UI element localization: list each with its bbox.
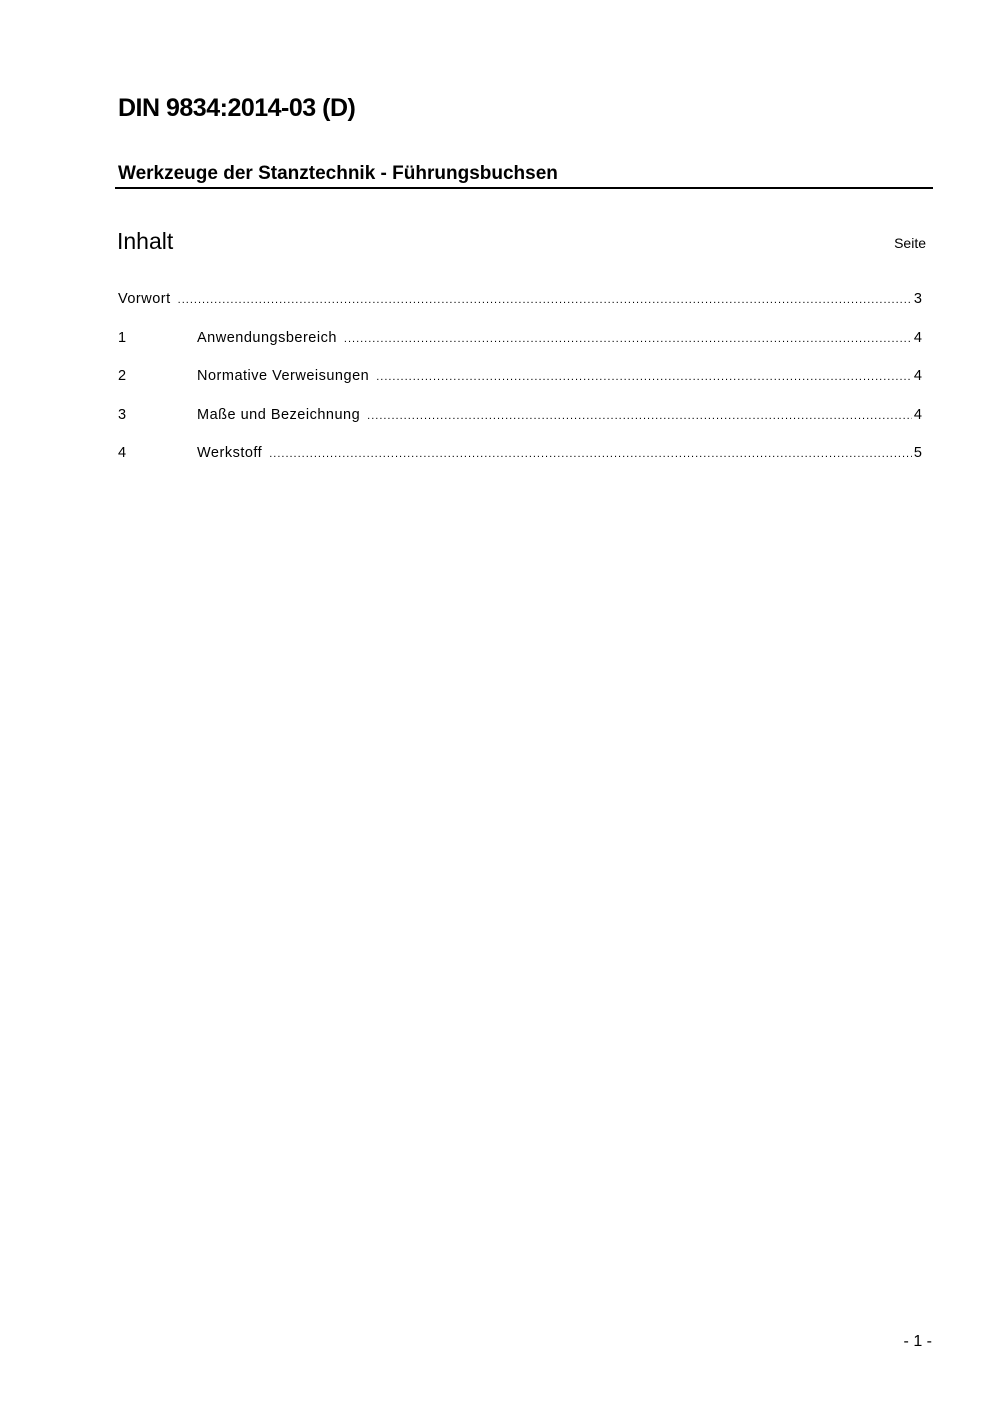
toc-entry-normative-verweisungen[interactable] xyxy=(118,368,922,407)
toc-entry-number: 2 xyxy=(118,368,127,384)
toc-entry-title: Maße und Bezeichnung xyxy=(197,406,361,423)
toc-entry-page: 4 xyxy=(913,368,922,384)
toc-entry-number: 3 xyxy=(118,406,127,423)
page-number: - 1 - xyxy=(903,1333,932,1350)
toc-dot-leader xyxy=(269,448,912,460)
toc-entry-number: 1 xyxy=(118,329,127,346)
toc-entry-title: Normative Verweisungen xyxy=(197,368,370,384)
toc-entry-anwendungsbereich[interactable] xyxy=(118,330,922,369)
toc-entry-title: Anwendungsbereich xyxy=(197,329,337,346)
toc-entry-page: 4 xyxy=(913,406,922,423)
document-title: DIN 9834:2014-03 (D) xyxy=(118,94,356,122)
toc-dot-leader xyxy=(178,294,912,306)
toc-entry-page: 3 xyxy=(913,291,922,307)
subtitle-rule xyxy=(115,163,933,189)
toc-entry-werkstoff[interactable] xyxy=(118,445,922,484)
toc-entry-title: Vorwort xyxy=(118,291,171,307)
toc-dot-leader xyxy=(376,371,912,383)
toc-entry-page: 4 xyxy=(913,329,922,346)
toc-entry-title: Werkstoff xyxy=(197,445,263,461)
table-of-contents xyxy=(118,291,922,484)
toc-heading: Inhalt xyxy=(117,228,174,254)
toc-page-column-label: Seite xyxy=(894,235,926,251)
toc-entry-masse-und-bezeichnung[interactable] xyxy=(118,407,922,446)
toc-dot-leader xyxy=(367,410,912,422)
toc-entry-number: 4 xyxy=(118,445,127,461)
document-subtitle: Werkzeuge der Stanztechnik - Führungsbuchsen xyxy=(118,163,558,184)
toc-entry-page: 5 xyxy=(913,445,922,461)
toc-entry-vorwort[interactable] xyxy=(118,291,922,330)
toc-dot-leader xyxy=(344,333,912,345)
